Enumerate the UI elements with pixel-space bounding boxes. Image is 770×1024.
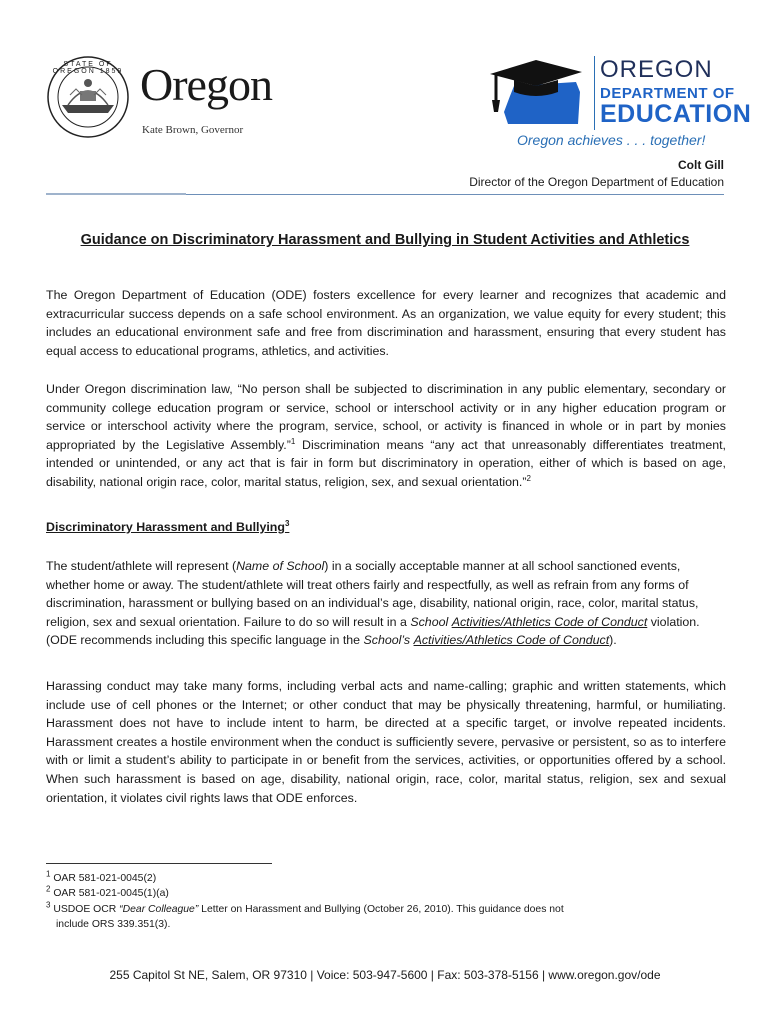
- ode-tagline: Oregon achieves . . . together!: [517, 132, 706, 148]
- footnote-1: $^1$ OAR 581-021-0045(2): [46, 869, 157, 884]
- footnote-ref-1: 1: [290, 436, 296, 446]
- harassment-paragraph: Harassing conduct may take many forms, including verbal acts and name-calling; graphic and written statements, which include use of cell phones or the Internet; or other conduct that may be physically threatening, harmful, or humiliating. Harassment does not have to include intent to harm, be directed at a specific target, or involve repeated incidents. Harassment creates a hostile environment when the conduct is sufficiently severe, pervasive or persistent, so as to interfere with or limit a student’s ability to participate in or benefit from the services, activities, or opportunities offered by a school. When such harassment is based on age, disability, national origin, race, color, marital status, religion, sex and sexual orientation, it violates civil rights laws that ODE enforces.: [46, 679, 726, 805]
- ode-education-text: EDUCATION: [600, 100, 752, 128]
- footnote-3-continued: include ORS 339.351(3).: [56, 919, 171, 931]
- footnote-divider: [46, 863, 272, 864]
- law-paragraph: [46, 380, 726, 492]
- header-divider-accent: [46, 193, 186, 195]
- school-name-placeholder: Name of School: [236, 559, 325, 573]
- ode-department-text: DEPARTMENT OF: [600, 85, 735, 102]
- graduation-cap-oregon-map-icon: [484, 52, 594, 128]
- footnote-3: $^3$ USDOE OCR “Dear Colleague” Letter on Harassment and Bullying (October 26, 2010). This guidance does not: [46, 900, 564, 915]
- footnote-2: $^2$ OAR 581-021-0045(1)(a): [46, 884, 169, 900]
- ode-oregon-text: OREGON: [600, 56, 713, 83]
- section-subheading: [46, 520, 289, 534]
- school-word: School: [410, 614, 449, 629]
- ode-logo-divider: [594, 56, 595, 130]
- conduct-paragraph: [46, 557, 726, 650]
- law-paragraph-text-a: Under Oregon discrimination law, “No person shall be subjected to discrimination in any public elementary, secondary or community college education program or service, school or interschool activity or in any higher education program or service or interschool activity where the program, service, school, or activity is financed in whole or in part by monies appropriated by the Legislative Assembly.”: [46, 382, 726, 452]
- intro-paragraph: The Oregon Department of Education (ODE) fosters excellence for every learner and recognizes that academic and extracurricular success depends on a safe school environment. As an organization, we value equity for every student; this includes an educational environment safe and free from discrimination and harassment, ensuring that every student has equal access to educational programs, athletics, and activities.: [46, 288, 726, 358]
- page-footer-address: 255 Capitol St NE, Salem, OR 97310 | Voice: 503-947-5600 | Fax: 503-378-5156 | www.oregon.gov/ode: [109, 968, 661, 982]
- oregon-wordmark: Oregon: [140, 59, 272, 110]
- conduct-text-d: ).: [609, 633, 617, 648]
- director-title: Director of the Oregon Department of Education: [469, 175, 724, 189]
- seal-text: STATE OF OREGON 1859: [52, 61, 124, 75]
- code-of-conduct-ref-2: Activities/Athletics Code of Conduct: [413, 633, 610, 648]
- conduct-text-a: The student/athlete will represent (: [46, 559, 237, 573]
- director-name: Colt Gill: [678, 158, 724, 172]
- subheading-text: Discriminatory Harassment and Bullying: [46, 520, 285, 534]
- governor-name: Kate Brown, Governor: [142, 124, 244, 136]
- conduct-text-b: ) in a socially acceptable manner at all school sanctioned events, whether home or away. The student/athlete will treat others fairly and respectfully, as well as refrain from any forms of discrimination, harassment or bullying based on an individual’s age, disability, national origin, race, color, marital status, religion, sex and sexual orientation. Failure to do so will result in a: [46, 559, 699, 629]
- schools-word: School’s: [363, 633, 411, 648]
- law-paragraph-text-b: Discrimination means “any act that unreasonably differentiates treatment, intended or unintended, or any act that is fair in form but discriminatory in operation, either of which is based on age, disability, national origin race, color, marital status, religion, sex, and sexual orientation.”: [46, 437, 726, 489]
- footnote-ref-2: 2: [526, 473, 531, 483]
- code-of-conduct-ref: Activities/Athletics Code of Conduct: [451, 614, 648, 629]
- footnote-ref-3: 3: [284, 518, 290, 528]
- footnotes: [46, 871, 726, 933]
- conduct-text-c: violation. (ODE recommends including this specific language in the: [46, 614, 700, 648]
- document-title: Guidance on Discriminatory Harassment and Bullying in Student Activities and Athletics: [80, 232, 690, 248]
